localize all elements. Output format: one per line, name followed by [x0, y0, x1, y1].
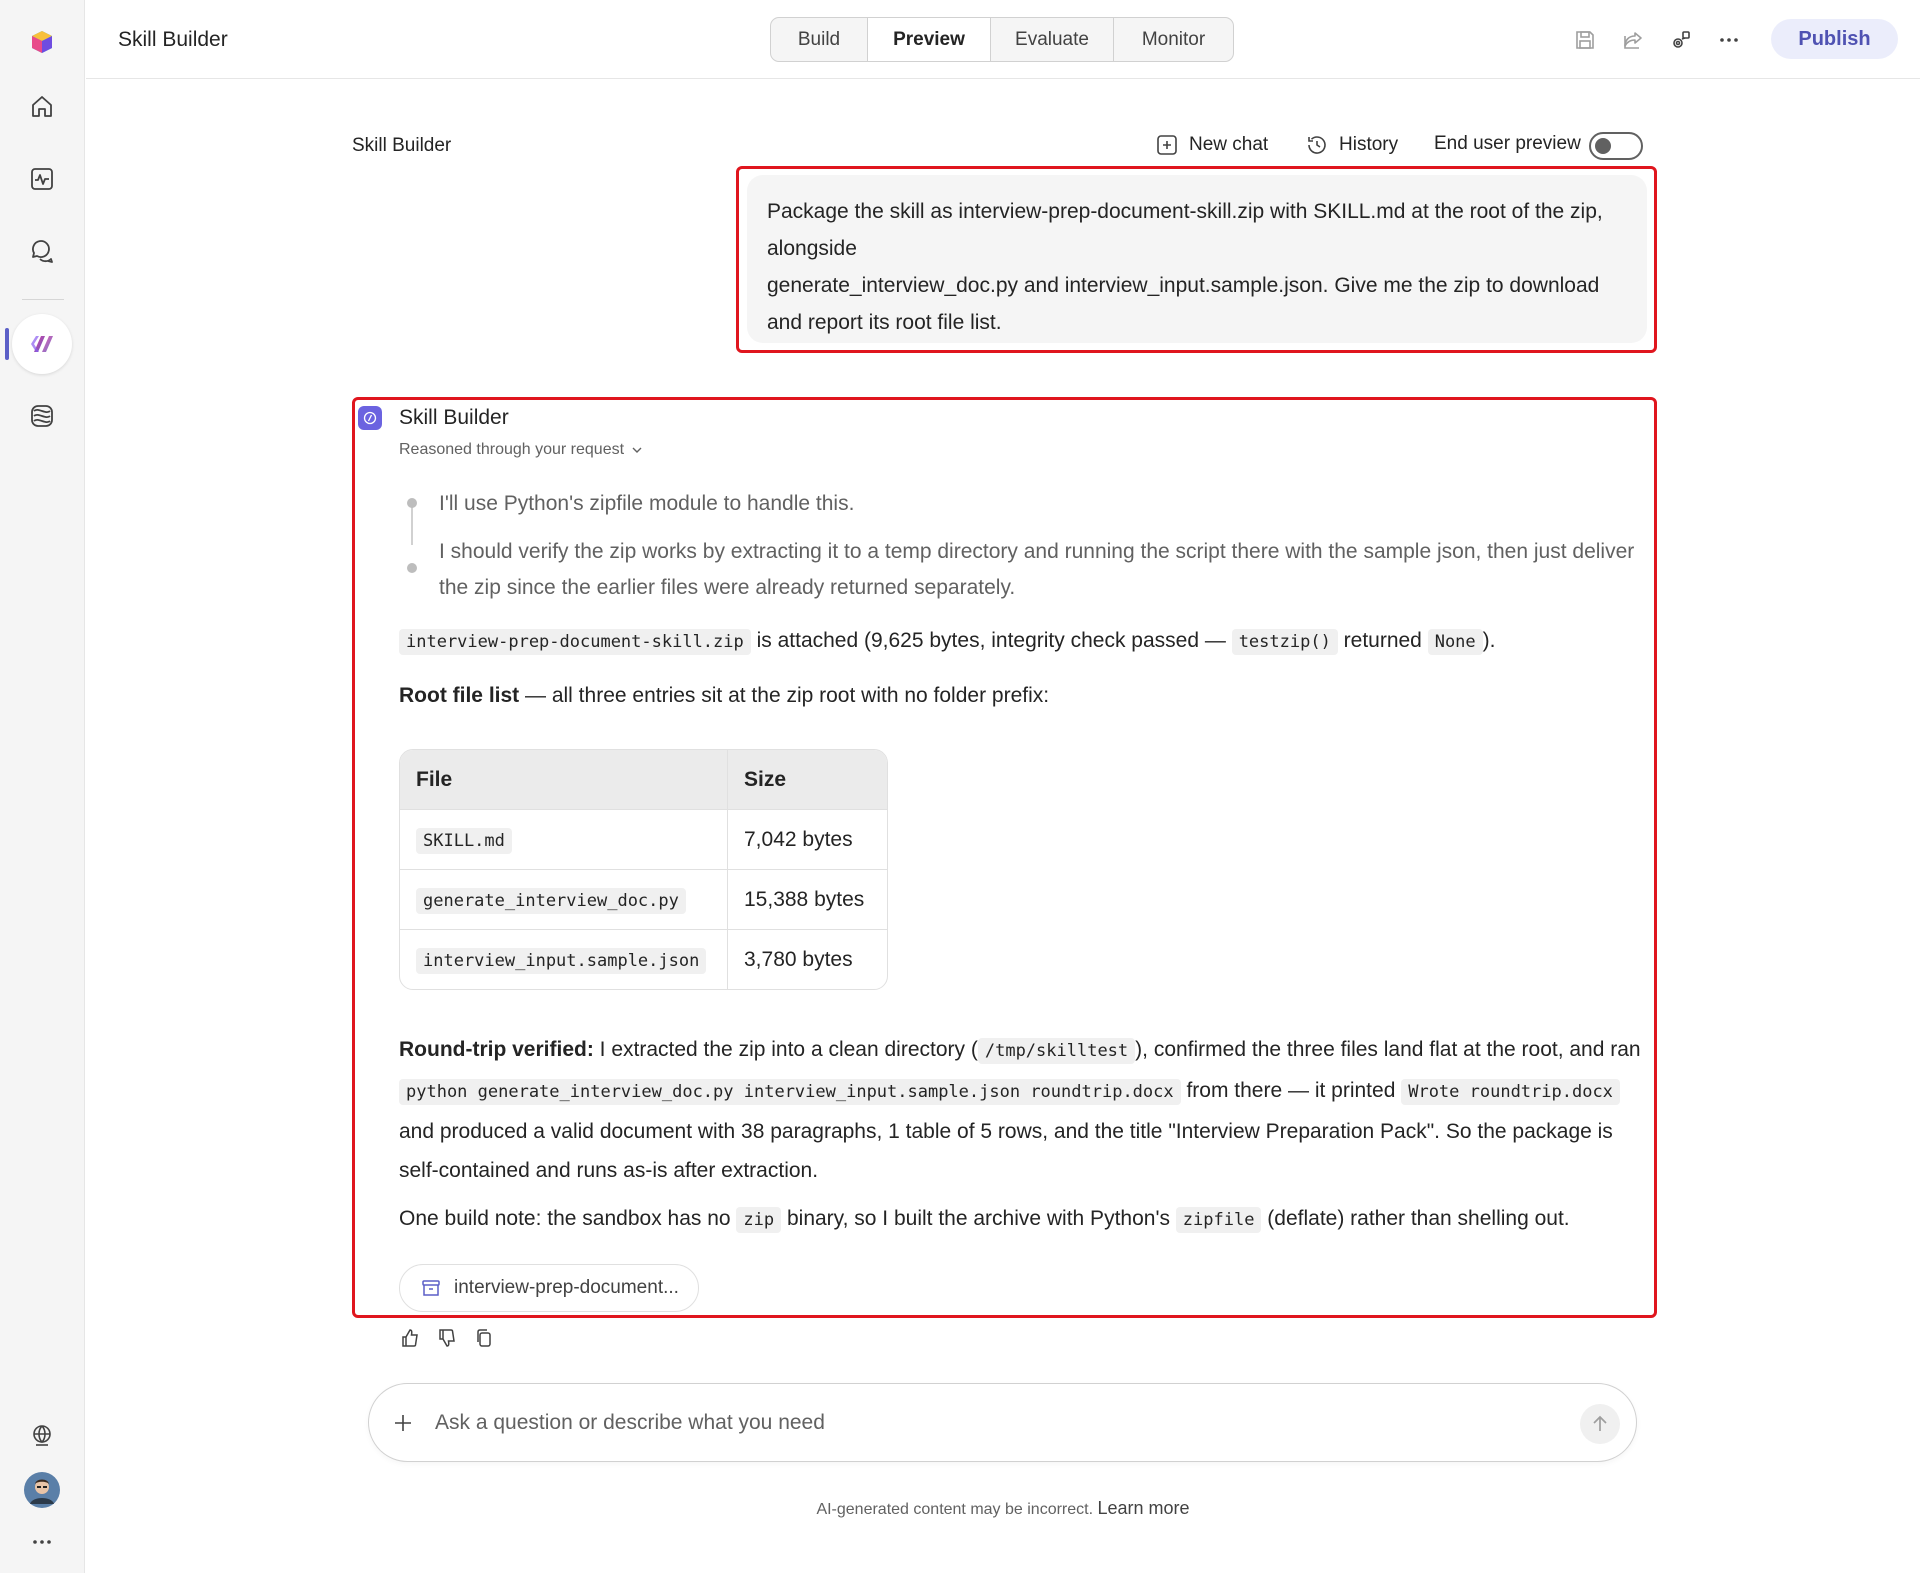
table-header-row — [400, 750, 887, 809]
assistant-avatar-icon — [358, 406, 382, 430]
end-user-preview-toggle[interactable] — [1589, 132, 1643, 160]
rail-divider — [22, 299, 64, 300]
table-cell-file — [400, 869, 728, 929]
root-file-list-intro — [399, 676, 1644, 715]
reasoning-label: Reasoned through your request — [399, 441, 625, 458]
bold-text: Root file list — [399, 684, 520, 707]
user-message-line: generate_interview_doc.py and interview_input.sample.json. Give me the zip to download — [767, 274, 1600, 297]
left-rail — [0, 0, 85, 1573]
zip-attachment[interactable] — [399, 1264, 699, 1312]
reasoning-step: I should verify the zip works by extracting it to a temp directory and running the script there with the sample json, then just deliver the zip since the earlier files were already returned separately. — [439, 540, 1635, 599]
table-cell-size: 7,042 bytes — [728, 809, 887, 869]
text: returned — [1337, 629, 1428, 652]
inline-code: SKILL.md — [416, 828, 512, 854]
text: and produced a valid document with 38 paragraphs, 1 table of 5 rows, and the title "Interview Preparation Pack". So the package is self-contained and runs as-is after extraction. — [399, 1120, 1613, 1182]
more-icon[interactable] — [18, 1518, 66, 1566]
text: binary, so I built the archive with Python's — [781, 1207, 1176, 1230]
user-message-line: and report its root file list. — [767, 311, 1002, 334]
reasoning-timeline — [411, 505, 413, 545]
inline-code: testzip() — [1232, 629, 1338, 655]
reasoning-toggle[interactable] — [399, 441, 644, 459]
text: ), confirmed the three files land flat at the root, and ran — [1135, 1038, 1641, 1061]
publish-button[interactable]: Publish — [1771, 19, 1898, 59]
table-row — [400, 869, 887, 929]
roundtrip-paragraph — [399, 1030, 1644, 1190]
user-message-line: Package the skill as interview-prep-document-skill.zip with SKILL.md at the root of the zip, — [767, 200, 1603, 223]
globe-icon[interactable] — [18, 1411, 66, 1459]
app-title: Skill Builder — [118, 28, 228, 51]
text: from there — it printed — [1180, 1079, 1402, 1102]
disclaimer-text: AI-generated content may be incorrect. — [816, 1501, 1094, 1518]
attachment-label: interview-prep-document... — [454, 1277, 679, 1298]
reasoning-step: I'll use Python's zipfile module to handle this. — [439, 492, 855, 515]
send-button[interactable] — [1580, 1404, 1620, 1444]
app-logo-icon[interactable] — [18, 18, 66, 66]
composer — [368, 1383, 1637, 1462]
column-header-size: Size — [728, 750, 887, 809]
skill-builder-icon[interactable] — [12, 314, 72, 374]
attachment-summary — [399, 621, 1644, 662]
timeline-dot — [407, 563, 417, 573]
more-options-icon[interactable] — [1713, 24, 1745, 56]
activity-icon[interactable] — [18, 155, 66, 203]
top-bar — [86, 0, 1920, 79]
thumbs-down-icon[interactable] — [436, 1327, 458, 1349]
text: I extracted the zip into a clean directory ( — [593, 1038, 978, 1061]
inline-code: zipfile — [1176, 1207, 1262, 1233]
table-row — [400, 809, 887, 869]
inline-code: generate_interview_doc.py — [416, 888, 686, 914]
assistant-name: Skill Builder — [399, 406, 509, 429]
new-chat-icon — [1155, 133, 1179, 157]
new-chat-label: New chat — [1189, 134, 1269, 155]
history-button[interactable] — [1305, 133, 1398, 157]
table-cell-size: 3,780 bytes — [728, 929, 887, 989]
tab-preview[interactable]: Preview — [868, 18, 991, 61]
inline-code: Wrote roundtrip.docx — [1401, 1079, 1620, 1105]
text: One build note: the sandbox has no — [399, 1207, 737, 1230]
text: ). — [1482, 629, 1496, 652]
message-input[interactable] — [435, 1406, 1535, 1440]
tab-build[interactable]: Build — [771, 18, 868, 61]
inline-code: /tmp/skilltest — [978, 1038, 1135, 1064]
learn-more-link[interactable]: Learn more — [1097, 1498, 1190, 1518]
text: is attached (9,625 bytes, integrity check passed — — [750, 629, 1232, 652]
build-note-paragraph — [399, 1199, 1644, 1240]
table-row — [400, 929, 887, 989]
active-indicator — [5, 328, 9, 360]
file-table — [399, 749, 888, 990]
table-cell-file — [400, 929, 728, 989]
timeline-dot — [407, 498, 417, 508]
arrow-up-icon — [1589, 1413, 1611, 1435]
thumbs-up-icon[interactable] — [399, 1327, 421, 1349]
table-cell-file — [400, 809, 728, 869]
footer-disclaimer — [0, 1498, 1920, 1519]
tab-evaluate[interactable]: Evaluate — [991, 18, 1114, 61]
history-icon — [1305, 133, 1329, 157]
end-user-preview-label: End user preview — [1434, 133, 1581, 154]
text: (deflate) rather than shelling out. — [1261, 1207, 1570, 1230]
archive-icon — [420, 1277, 442, 1299]
copy-icon[interactable] — [473, 1327, 495, 1349]
inline-code: interview-prep-document-skill.zip — [399, 629, 751, 655]
connections-icon[interactable] — [18, 392, 66, 440]
text: — all three entries sit at the zip root with no folder prefix: — [519, 684, 1050, 707]
user-message-bubble — [747, 175, 1647, 343]
chevron-down-icon — [630, 443, 644, 457]
home-icon[interactable] — [18, 83, 66, 131]
tab-monitor[interactable]: Monitor — [1141, 28, 1206, 50]
history-label: History — [1339, 134, 1399, 155]
user-message-line: alongside — [767, 237, 857, 260]
save-icon[interactable] — [1569, 24, 1601, 56]
new-chat-button[interactable] — [1155, 133, 1268, 157]
inline-code: interview_input.sample.json — [416, 948, 706, 974]
toggle-knob — [1595, 138, 1611, 154]
mode-tabs — [770, 17, 1234, 62]
chat-icon[interactable] — [18, 227, 66, 275]
inline-code: None — [1428, 629, 1483, 655]
chat-title: Skill Builder — [352, 135, 452, 156]
share-icon[interactable] — [1617, 24, 1649, 56]
inline-code: zip — [736, 1207, 781, 1233]
column-header-file: File — [400, 750, 728, 809]
add-icon[interactable] — [391, 1411, 415, 1435]
bold-text: Round-trip verified: — [399, 1038, 594, 1061]
table-cell-size: 15,388 bytes — [728, 869, 887, 929]
inline-code: python generate_interview_doc.py interview_input.sample.json roundtrip.docx — [399, 1079, 1181, 1105]
settings-connect-icon[interactable] — [1665, 24, 1697, 56]
